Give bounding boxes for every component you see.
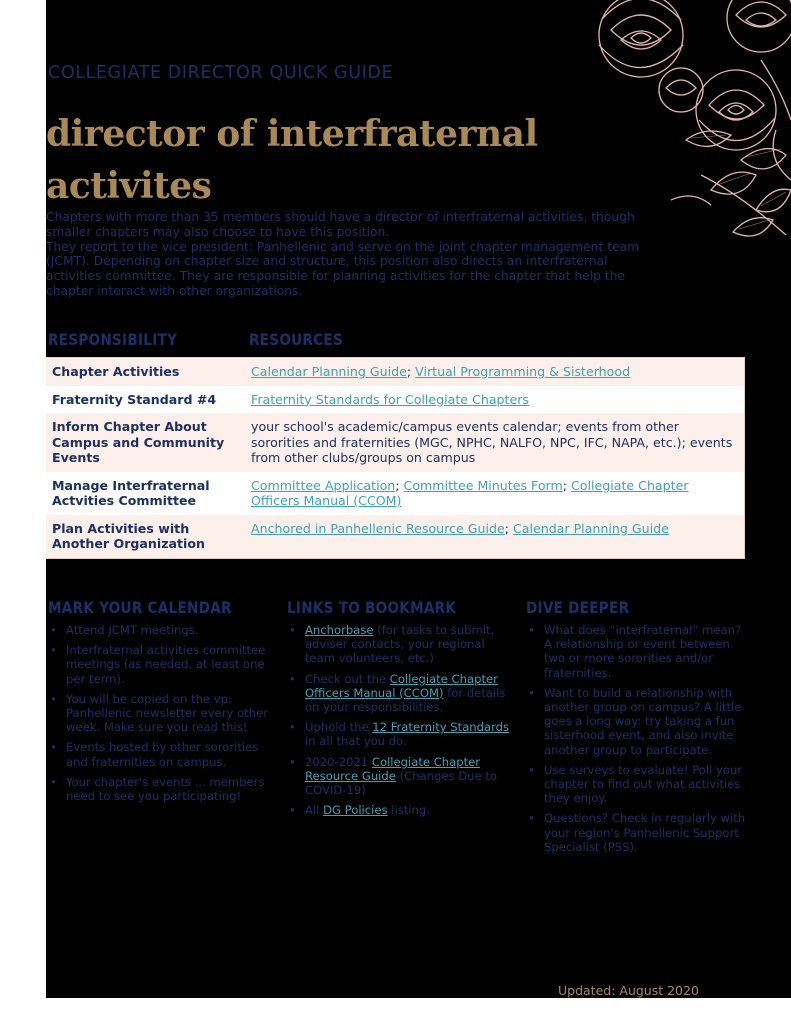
list-item (305, 720, 512, 748)
bookmark-link[interactable]: Anchorbase (305, 623, 374, 637)
list-item: • Interfraternal activities committee meetings (as needed, at least one per term). (66, 643, 273, 686)
resource-link[interactable]: Fraternity Standards for Collegiate Chapters (251, 391, 529, 407)
table-row (46, 358, 744, 386)
intro-text (46, 210, 646, 299)
list-item: • Questions? Check in regularly with your region's Panhellenic Support Specialist (PSS). (544, 811, 751, 854)
resources-header: RESOURCES (249, 330, 344, 349)
resource-link[interactable]: Calendar Planning Guide (251, 364, 407, 379)
list-item (305, 672, 512, 715)
item-text: (Changes Due to COVID-19) (305, 768, 497, 798)
responsibility-cell: Manage Interfraternal Actvities Committee (46, 472, 245, 515)
resource-link[interactable]: Committee Application (251, 477, 396, 493)
bookmark-link[interactable]: DG Policies (323, 803, 388, 818)
links-to-bookmark-section (287, 598, 512, 823)
section-heading: MARK YOUR CALENDAR (48, 598, 232, 617)
page-title: director of interfraternal activites (46, 113, 538, 207)
link-separator: ; (406, 364, 416, 379)
responsibility-cell: Plan Activities with Another Organization (46, 515, 245, 558)
resource-link[interactable]: Committee Minutes Form (403, 477, 563, 493)
list-item (305, 803, 512, 817)
list-item: • Use surveys to evaluate! Poll your chapter to find out what activities they enjoy. (544, 763, 751, 806)
responsibility-table (46, 358, 744, 558)
item-text: Check out the (305, 671, 390, 686)
item-text: 2020-2021 (305, 754, 372, 769)
responsibility-cell: Chapter Activities (46, 358, 245, 386)
list-item (305, 623, 512, 666)
list-item: • Want to build a relationship with another group on campus? A little goes a long way: try taking a fun sisterhood event, and also invite another group to participate. (544, 686, 751, 757)
resource-link[interactable]: Collegiate Chapter Officers Manual (CCOM) (251, 477, 689, 508)
responsibility-header: RESPONSIBILITY (48, 330, 178, 349)
updated-date: Updated: August 2020 (558, 983, 699, 998)
resource-link[interactable]: Anchored in Panhellenic Resource Guide (251, 520, 505, 536)
bookmark-list (287, 623, 512, 817)
bookmark-link[interactable]: Collegiate Chapter Officers Manual (CCOM) (305, 671, 498, 700)
list-item: • Events hosted by other sororities and fraternities on campus. (66, 740, 273, 768)
resource-link[interactable]: Calendar Planning Guide (512, 520, 669, 536)
intro-paragraph: They report to the vice president: Panhellenic and serve on the joint chapter management team (JCMT). Depending on chapter size and structure, this position also directs an interfraternal activities committee. They are responsible for planning activities for the chapter that help the chapter interact with other organizations. (46, 239, 640, 298)
item-text: All (305, 803, 324, 818)
item-text: listing. (387, 803, 430, 818)
resources-cell (245, 386, 744, 414)
table-row (46, 515, 744, 558)
mark-your-calendar-section (48, 598, 273, 809)
list-item: • Your chapter's events ... members need to see you participating! (66, 775, 273, 803)
list-item (305, 755, 512, 798)
link-separator: ; (562, 477, 571, 493)
section-heading: DIVE DEEPER (526, 598, 630, 617)
list-item: • What does “interfraternal” mean? A relationship or event between two or more sororities and/or fraternities. (544, 623, 751, 680)
resources-cell (245, 358, 744, 386)
eyebrow-title: COLLEGIATE DIRECTOR QUICK GUIDE (48, 63, 394, 83)
item-text: in all that you do. (305, 734, 407, 749)
responsibility-cell: Fraternity Standard #4 (46, 386, 245, 414)
section-heading: LINKS TO BOOKMARK (287, 598, 457, 617)
list-item: • Attend JCMT meetings. (66, 623, 273, 637)
resources-cell (245, 472, 744, 515)
link-separator: ; (504, 520, 513, 536)
resource-link[interactable]: Virtual Programming & Sisterhood (415, 364, 631, 379)
calendar-list (48, 623, 273, 803)
dive-deeper-list (526, 623, 751, 854)
item-text: (for tasks to submit, adviser contacts, your regional team volunteers, etc.) (305, 623, 495, 666)
responsibility-cell: Inform Chapter About Campus and Community Events (46, 413, 245, 472)
bookmark-link[interactable]: 12 Fraternity Standards (372, 720, 510, 735)
link-separator: ; (395, 477, 404, 493)
bookmark-link[interactable]: Collegiate Chapter Resource Guide (305, 754, 481, 783)
table-row (46, 472, 744, 515)
intro-paragraph: Chapters with more than 35 members should have a director of interfraternal activities, though smaller chapters may also choose to have this position. (46, 210, 635, 239)
dive-deeper-section (526, 598, 751, 860)
list-item: • You will be copied on the vp: Panhellenic newsletter every other week. Make sure you read this! (66, 692, 273, 735)
table-row (46, 413, 744, 472)
item-text: for details on your responsibilities. (305, 685, 506, 715)
table-row (46, 386, 744, 414)
resources-cell (245, 413, 744, 472)
resource-text: your school's academic/campus events calendar; events from other sororities and fraternities (MGC, NPHC, NALFO, NPC, IFC, NAPA, etc.); events from other clubs/groups on campus (251, 419, 733, 465)
item-text: Uphold the (305, 720, 373, 735)
resources-cell (245, 515, 744, 558)
page (46, 0, 791, 998)
